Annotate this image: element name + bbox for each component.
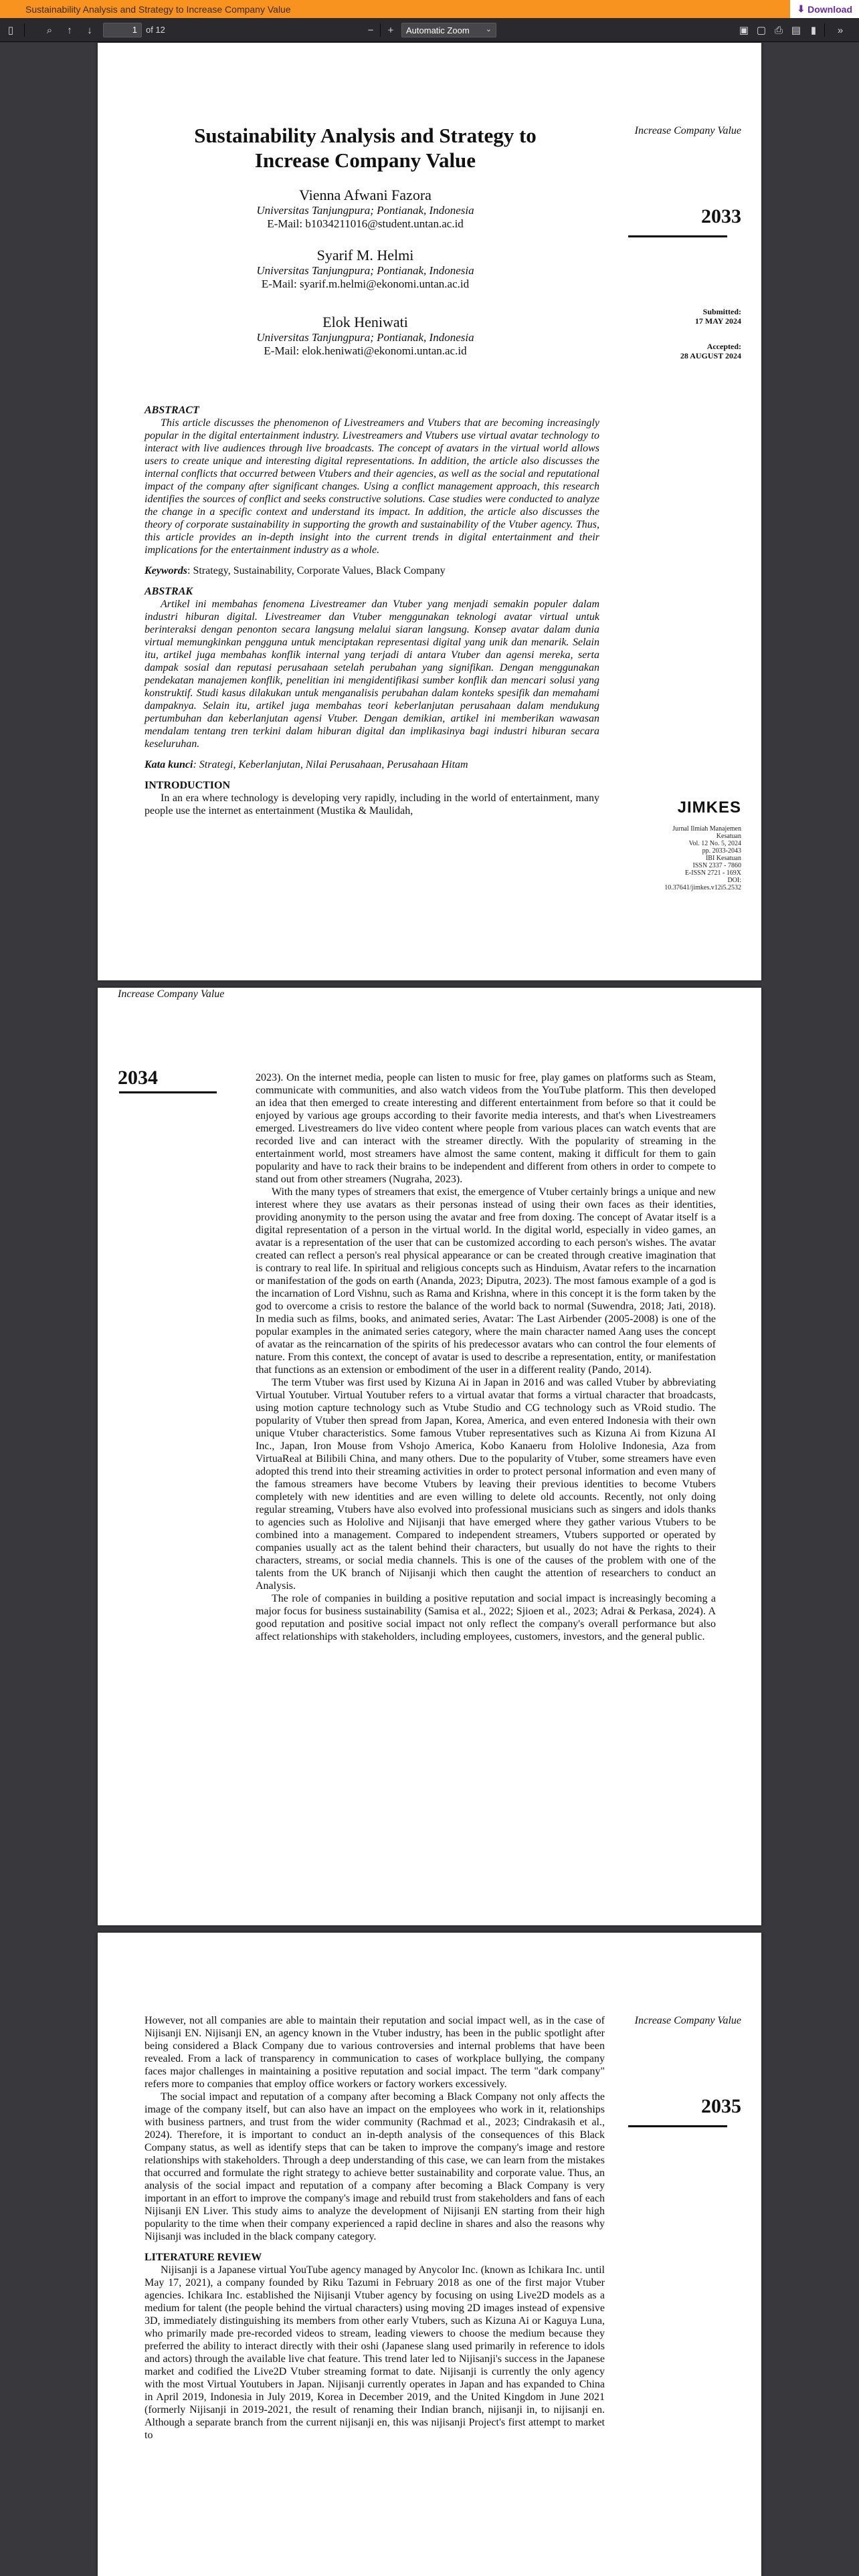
author-name: Syarif M. Helmi — [316, 247, 414, 263]
author-affiliation: Universitas Tanjungpura; Pontianak, Indonesia — [256, 264, 474, 277]
toolbar-divider — [24, 23, 25, 37]
paragraph: The role of companies in building a positive reputation and social impact is increasingly becoming a major focus for business sustainability (Samisa et al., 2022; Sjioen et al., 2023; Adrai & Perkasa, 2024). A good reputation and positive social impact not only reflect the company's overall performance but also affect relationships with stakeholders, including employees, customers, investors, and the general public. — [256, 1593, 716, 1642]
page-number-input[interactable]: 1 — [103, 23, 142, 37]
pdf-toolbar — [0, 18, 859, 42]
introduction-heading: INTRODUCTION — [145, 780, 231, 791]
abstrak-heading: ABSTRAK — [145, 586, 193, 597]
page-rule — [119, 1091, 217, 1093]
tools-menu-icon[interactable]: » — [837, 24, 844, 36]
pdf-page-1 — [98, 43, 761, 980]
author-email: E-Mail: syarif.m.helmi@ekonomi.untan.ac.id — [261, 278, 470, 290]
author-affiliation: Universitas Tanjungpura; Pontianak, Indonesia — [256, 331, 474, 344]
next-page-icon[interactable]: ↓ — [87, 24, 92, 36]
author-name: Elok Heniwati — [322, 314, 408, 330]
previous-page-icon[interactable]: ↑ — [67, 24, 72, 36]
author-email: E-Mail: elok.heniwati@ekonomi.untan.ac.id — [264, 344, 467, 357]
zoom-out-icon[interactable]: − — [367, 24, 374, 36]
page-count: of 12 — [146, 25, 165, 35]
author-name: Vienna Afwani Fazora — [299, 187, 432, 203]
introduction-text: In an era where technology is developing very rapidly, including in the world of entertainment, many people use the internet as entertainment (Mustika & Maulidah, — [145, 792, 599, 817]
accepted-date: Accepted: 28 AUGUST 2024 — [680, 342, 741, 360]
author-block — [171, 247, 559, 291]
paragraph: However, not all companies are able to maintain their reputation and social impact well, as in the case of Nijisanji EN. Nijisanji EN, an agency known in the Vtuber industry, has been in the public spotlight after being considered a Black Company due to various controversies and internal problems that have been revealed. From a lack of transparency in communication to cases of workplace bullying, the company faces major challenges in maintaining a positive reputation and social impact. The term "dark company" refers more to companies that employ office workers or factory workers excessively. — [145, 2015, 605, 2090]
literature-review-heading: LITERATURE REVIEW — [145, 2252, 262, 2263]
paragraph: The term Vtuber was first used by Kizuna Ai in Japan in 2016 and was called Vtuber by abbreviating Virtual Youtuber. Virtual Youtuber refers to a virtual avatar that forms a virtual character that broadcasts, using motion capture technology such as Vtube Studio and CG technology such as VRoid studio. The popularity of Vtuber then spread from Japan, Korea, America, and even entered Indonesia with their own unique Vtuber characteristics. Some famous Vtuber representatives such as Kizuna Ai from Kizuna AI Inc., Japan, Iron Mouse from Vshojo America, Kobo Kanaeru from Hololive Indonesia, Aza from VirtuaReal at Bilibili China, and many others. Due to the popularity of Vtuber, some streamers have even adopted this trend into their streaming activities in order to protect personal information and even many of the famous streamers have become Vtubers by leaving their previous identities to become Vtubers completely with new identities and are even willing to delete old accounts. Recently, not only doing regular streaming, Vtubers have also evolved into professional musicians such as singers and idols thanks to agencies such as Hololive and Nijisanji that have emerged where they gather various Vtubers to be combined into a management. Compared to independent streamers, Vtubers supported or operated by companies usually act as the talent behind their characters, but usually do not have the rights to their characters, streams, or social media channels. This is one of the causes of the problem with one of the talents from the UK branch of Nijisanji which then caught the attention of researchers to conduct an Analysis. — [256, 1377, 716, 1592]
zoom-select[interactable]: Automatic Zoom ⌄ — [401, 23, 496, 37]
download-button[interactable]: ⬇ Download — [790, 0, 859, 18]
abstract-section — [145, 404, 599, 817]
title-bar — [0, 0, 859, 18]
running-head: Increase Company Value — [634, 125, 741, 136]
bookmark-icon[interactable]: ▮ — [810, 25, 817, 36]
page-number: 2035 — [701, 2095, 741, 2117]
keywords: Keywords: Strategy, Sustainability, Corporate Values, Black Company — [145, 565, 446, 576]
presentation-mode-icon[interactable]: ▣ — [739, 25, 749, 36]
zoom-in-icon[interactable]: + — [387, 24, 394, 36]
author-block — [171, 314, 559, 358]
paragraph: With the many types of streamers that exist, the emergence of Vtuber certainly brings a unique and new interest where they use avatars as their personas instead of using their own faces as their identities, providing anonymity to the person using the avatar and free from doxing. The concept of Avatar itself is a digital representation of a person in the virtual world. In the digital world, especially in video games, an avatar is a representation of the user that can be customized according to each person's wishes. The avatar created can reflect a person's real physical appearance or can be created through creative imagination that is contrary to real life. In spiritual and religious concepts such as Hinduism, Avatar refers to the incarnation or manifestation of the gods on earth (Ananda, 2023; Diputra, 2023). The most famous example of a god is the incarnation of Lord Vishnu, such as Rama and Krishna, where in this concept it is the form taken by the god to overcome a crisis to restore the balance of the world back to normal (Suwendra, 2018; Jati, 2018). In media such as films, books, and animated series, Avatar: The Last Airbender (2005-2008) is one of the popular examples in the animated series category, where the main character named Aang uses the concept of avatar as the reincarnation of the spirits of his predecessor avatars who can control the four elements of nature. From this context, the concept of avatar is used to describe a representation, entity, or manifestation that functions as an extension or embodiment of the user in a different reality (Pando, 2014). — [256, 1186, 716, 1376]
author-affiliation: Universitas Tanjungpura; Pontianak, Indonesia — [256, 204, 474, 217]
page-rule — [628, 2125, 727, 2127]
page-number: 2034 — [118, 1067, 158, 1089]
paper-title: Sustainability Analysis and Strategy to Increase Company Value — [194, 124, 537, 172]
toolbar-divider — [824, 23, 825, 37]
kata-kunci: Kata kunci: Strategi, Keberlanjutan, Nilai Perusahaan, Perusahaan Hitam — [145, 759, 468, 770]
running-head: Increase Company Value — [634, 2015, 741, 2026]
download-icon: ⬇ — [797, 3, 808, 14]
open-file-icon[interactable]: ▢ — [756, 25, 767, 36]
search-icon[interactable]: ⌕ — [46, 24, 53, 36]
running-head: Increase Company Value — [118, 988, 225, 1000]
print-icon[interactable]: ⎙ — [774, 24, 783, 36]
author-block — [171, 187, 559, 231]
pdf-page-2 — [98, 988, 761, 1925]
chevron-down-icon: ⌄ — [485, 25, 492, 33]
page-rule — [628, 235, 727, 237]
body-text — [145, 2014, 605, 2442]
journal-metadata: Jurnal Ilmiah Manajemen Kesatuan Vol. 12 No. 5, 2024 pp. 2033-2043 IBI Kesatuan ISSN 2337 - 7860 E-ISSN 2721 - 169X DOI: 10.37641/jimkes.v12i5.2532 — [664, 825, 741, 891]
abstract-text: This article discusses the phenomenon of Livestreamers and Vtubers that are becoming increasingly popular in the digital entertainment industry. Livestreamers and Vtubers use virtual avatar technology to interact with live audiences through live broadcasts. The concept of avatars in the virtual world allows users to create unique and interesting digital representations. In addition, the article also discusses the internal conflicts that occurred between Vtubers and their agencies, as well as the social and reputational impact of the company after significant changes. Using a conflict management approach, this research identifies the sources of conflict and seeks constructive solutions. Case studies were conducted to analyze the change in a specific context and understand its impact. In addition, the article also discusses the theory of corporate sustainability in supporting the growth and sustainability of the Vtuber agency. Thus, this article provides an in-depth insight into the current trends in digital entertainment and their implications for the entertainment industry as a whole. — [145, 417, 599, 556]
window-title: Sustainability Analysis and Strategy to Increase Company Value — [25, 3, 291, 15]
submitted-date: Submitted: 17 MAY 2024 — [694, 307, 741, 326]
save-icon[interactable]: ▤ — [791, 25, 801, 36]
journal-logo: JIMKES — [677, 798, 741, 817]
pdf-page-3 — [98, 1933, 761, 2576]
paragraph: The social impact and reputation of a company after becoming a Black Company not only affects the image of the company itself, but can also have an impact on the employees who work in it, relationships with business partners, and trust from the wider community (Rachmad et al., 2023; Cindrakasih et al., 2024). Therefore, it is important to conduct an in-depth analysis of the consequences of this Black Company status, as well as identify steps that can be taken to improve the company's image and restore relationships with stakeholders. Through a deep understanding of this case, we can learn from the mistakes that occurred and formulate the right strategy to achieve better sustainability and corporate value. Thus, an analysis of the social impact and reputation of a company after becoming a Black Company is very important in an effort to improve the company's image and rebuild trust from stakeholders and fans of each Nijisanji EN Liver. This study aims to analyze the development of Nijisanji EN starting from their high popularity to the time when their company experienced a rapid decline in shares and also the reasons why Nijisanji was included in the black company category. — [145, 2091, 605, 2242]
abstract-heading: ABSTRACT — [145, 405, 199, 416]
abstrak-text: Artikel ini membahas fenomena Livestreamer dan Vtuber yang menjadi semakin populer dalam industri hiburan digital. Livestreamer dan Vtuber menggunakan teknologi avatar virtual untuk berinteraksi dengan penonton secara langsung melalui siaran langsung. Konsep avatar dalam dunia virtual memungkinkan pengguna untuk menciptakan representasi digital yang unik dan menarik. Selain itu, artikel juga membahas konflik internal yang terjadi di antara Vtuber dan agensi mereka, serta dampak sosial dan reputasi perusahaan setelah perubahan yang signifikan. Dengan menggunakan pendekatan manajemen konflik, penelitian ini mengidentifikasi sumber konflik dan mencari solusi yang konstruktif. Studi kasus dilakukan untuk menganalisis perubahan dalam konteks spesifik dan memahami dampaknya. Selain itu, artikel juga membahas teori keberlanjutan perusahaan dalam mendukung pertumbuhan dan keberlanjutan agensi Vtuber. Dengan demikian, artikel ini memberikan wawasan mendalam tentang tren terkini dalam hiburan digital dan implikasinya bagi industri hiburan secara keseluruhan. — [145, 599, 599, 750]
body-text — [256, 1071, 716, 1643]
paragraph: 2023). On the internet media, people can listen to music for free, play games on platforms such as Steam, communicate with communities, and also watch videos from the YouTube platform. This then developed an idea that then emerged to create interesting and different entertainment from before so that it could be enjoyed by various age groups according to their favorite media interests, and that's when Livestreamers emerged. Livestreamers do live video content where people from various places can watch events that are recorded live and can interact with the streamer directly. With the popularity of streaming in the entertainment world, most streamers have almost the same content, making it difficult for them to gain popularity and have to rack their brains to be independent and different from others in order to compete to stand out from other streamers (Nugraha, 2023). — [256, 1072, 716, 1185]
author-email: E-Mail: b1034211016@student.untan.ac.id — [267, 217, 464, 230]
page-number: 2033 — [701, 205, 741, 227]
paragraph: Nijisanji is a Japanese virtual YouTube agency managed by Anycolor Inc. (known as Ichikara Inc. until May 17, 2021), a company founded by Riku Tazumi in February 2018 as one of the first major Vtuber agencies. Ichikara Inc. established the Nijisanji Vtuber agency by focusing on using Live2D models as a medium for talent (the people behind the virtual characters) using moving 2D images instead of expensive 3D, immediately distinguishing its members from other early Vtubers, such as Kizuna Ai or Kaguya Luna, who primarily made pre-recorded videos to stream, leading viewers to choose the medium because they preferred the ability to interact directly with their oshi (Japanese slang used primarily in reference to idols and actors) through the available live chat feature. This trend later led to Nijisanji's success in the Japanese market and codified the Live2D Vtuber streaming format to date. Nijisanji is currently the only agency with the most Virtual Youtubers in Japan. Nijisanji currently operates in Japan and has expanded to China in April 2019, Indonesia in July 2019, Korea in December 2019, and the United Kingdom in June 2021 (formerly Nijisanji in 2019-2021, the result of renaming their Indian branch, nijisanji in, to nijisanji en. Although a separate branch from the current nijisanji en, this was nijisanji Project's first attempt to market to — [145, 2264, 605, 2441]
sidebar-toggle-icon[interactable]: ▯ — [7, 25, 14, 36]
toolbar-divider — [380, 23, 381, 37]
